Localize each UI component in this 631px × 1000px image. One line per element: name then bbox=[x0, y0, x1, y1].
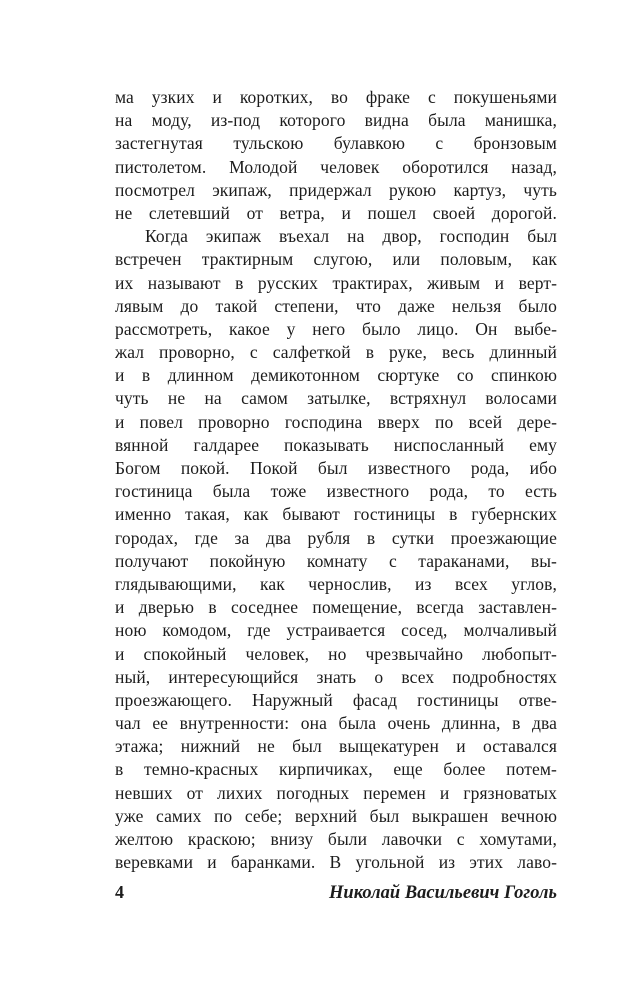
text-line: проезжающего. Наружный фасад гостиницы отве- bbox=[115, 689, 557, 710]
text-line: глядывающими, как чернослив, из всех углов, bbox=[115, 573, 557, 594]
text-line: уже самих по себе; верхний был выкрашен вечною bbox=[115, 805, 557, 826]
text-line: гостиница была тоже известного рода, то есть bbox=[115, 481, 557, 502]
text-line: их называют в русских трактирах, живым и верт- bbox=[115, 272, 557, 293]
text-line: чуть не на самом затылке, встряхнул волосами bbox=[115, 388, 557, 409]
text-line: ма узких и коротких, во фраке с покушеньями bbox=[115, 87, 557, 107]
text-line: и спокойный человек, но чрезвычайно любопыт- bbox=[115, 643, 557, 664]
author-name: Николай Васильевич Гоголь bbox=[329, 883, 557, 903]
text-line: пистолетом. Молодой человек оборотился назад, bbox=[115, 156, 557, 177]
text-line: этажа; нижний не был выщекатурен и оставался bbox=[115, 736, 557, 757]
text-line: веревками и баранками. В угольной из этих лаво- bbox=[115, 852, 557, 873]
body-text bbox=[115, 86, 557, 874]
page-footer bbox=[115, 882, 557, 904]
text-line: ною комодом, где устраивается сосед, молчаливый bbox=[115, 620, 557, 641]
text-line-paragraph-start: Когда экипаж въехал на двор, господин был bbox=[145, 226, 557, 247]
text-line: желтою краскою; внизу были лавочки с хомутами, bbox=[115, 829, 557, 849]
text-line: в темно-красных кирпичиках, еще более потем- bbox=[115, 759, 557, 780]
text-line: встречен трактирным слугою, или половым, как bbox=[115, 249, 557, 270]
text-line: невших от лихих погодных перемен и грязноватых bbox=[115, 782, 557, 803]
text-line: Богом покой. Покой был известного рода, ибо bbox=[115, 458, 557, 478]
text-line: на моду, из-под которого видна была манишка, bbox=[115, 110, 557, 131]
text-line: городах, где за два рубля в сутки проезжающие bbox=[115, 527, 557, 548]
text-line: рассмотреть, какое у него было лицо. Он выбе- bbox=[115, 318, 557, 339]
text-line: получают покойную комнату с тараканами, вы- bbox=[115, 550, 557, 571]
text-line: и повел проворно господина вверх по всей дере- bbox=[115, 411, 557, 432]
text-line: жал проворно, с салфеткой в руке, весь длинный bbox=[115, 342, 557, 363]
text-line: не слетевший от ветра, и пошел своей дорогой. bbox=[115, 202, 557, 223]
text-line: лявым до такой степени, что даже нельзя было bbox=[115, 295, 557, 316]
text-line: застегнутая тульскою булавкою с бронзовым bbox=[115, 133, 557, 154]
text-line: чал ее внутренности: она была очень длинна, в два bbox=[115, 713, 557, 734]
page-number: 4 bbox=[115, 882, 124, 902]
text-line: посмотрел экипаж, придержал рукою картуз, чуть bbox=[115, 179, 557, 200]
text-line: именно такая, как бывают гостиницы в губернских bbox=[115, 504, 557, 525]
text-line: и дверью в соседнее помещение, всегда заставлен- bbox=[115, 597, 557, 618]
text-line: ный, интересующийся знать о всех подробностях bbox=[115, 666, 557, 687]
text-line: вянной галдарее показывать ниспосланный ему bbox=[115, 434, 557, 455]
text-line: и в длинном демикотонном сюртуке со спинкою bbox=[115, 365, 557, 386]
